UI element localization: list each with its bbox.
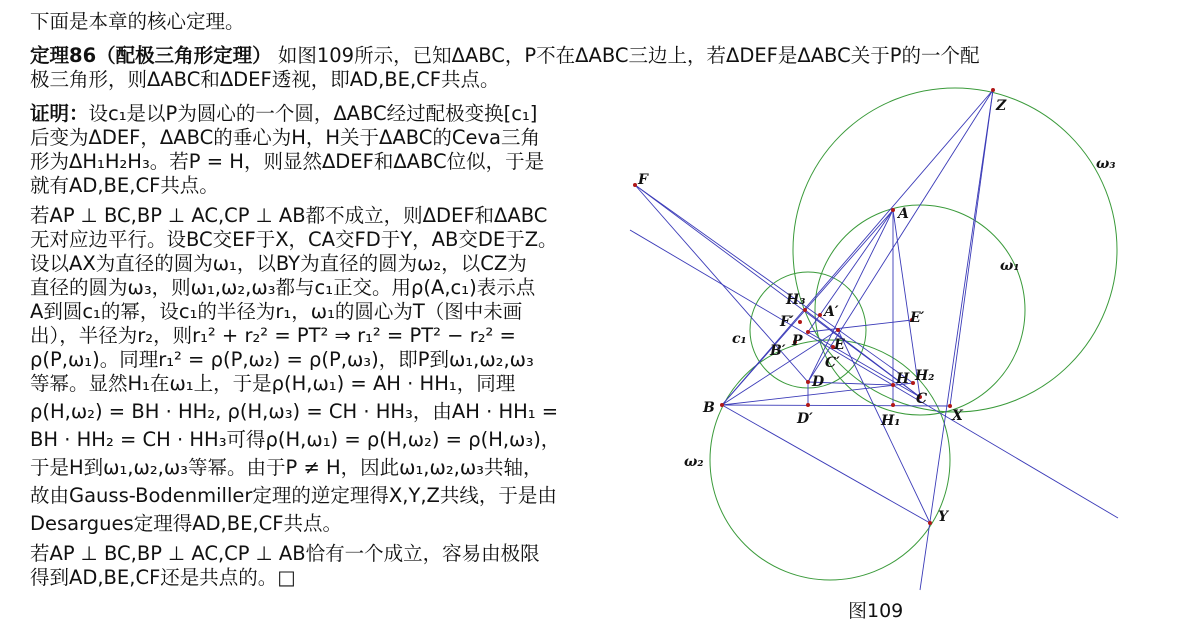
label-h3: H₃ (786, 292, 806, 308)
labels (637, 98, 1115, 525)
label-b1: B′ (770, 343, 786, 359)
proof-line-7: 直径的圆为ω₃，则ω₁,ω₂,ω₃都与c₁正交。用ρ(A,c₁)表示点 (30, 276, 536, 299)
point-h3 (803, 308, 807, 312)
label-a: A (898, 206, 909, 222)
proof-line-12: ρ(H,ω₂) = BH · HH₂, ρ(H,ω₃) = CH · HH₃，由AH · HH₁ = (30, 400, 559, 423)
proof-label: 证明： (30, 102, 89, 125)
label-circle-c1: c₁ (732, 331, 747, 347)
point-d1 (806, 403, 810, 407)
proof-line-6: 设以AX为直径的圆为ω₁，以BY为直径的圆为ω₂，以CZ为 (30, 252, 527, 275)
label-omega1: ω₁ (1000, 258, 1020, 274)
label-e: E (834, 337, 845, 353)
point-e (836, 328, 840, 332)
proof-line-10: ρ(P,ω₁)。同理r₁² = ρ(P,ω₂) = ρ(P,ω₃)，即P到ω₁,ω₂,ω₃ (30, 348, 534, 371)
point-d (806, 380, 810, 384)
theorem-text-1: 如图109所示，已知ΔABC，P不在ΔABC三边上，若ΔDEF是ΔABC关于P的一个配 (277, 44, 980, 67)
point-p (806, 330, 810, 334)
label-d: D (812, 374, 825, 390)
circle-omega2 (710, 340, 950, 580)
proof-line-5: 无对应边平行。设BC交EF于X，CA交FD于Y，AB交DE于Z。 (30, 228, 558, 251)
proof-line-15: 故由Gauss-Bodenmiller定理的逆定理得X,Y,Z共线，于是由 (30, 484, 557, 507)
proof-line-9: 出），半径为r₂，则r₁² + r₂² = PT² ⇒ r₁² = PT² − r₂² = (30, 324, 516, 347)
point-f1 (798, 320, 802, 324)
proof-line-3: 就有AD,BE,CF共点。 (30, 174, 219, 197)
point-h (891, 383, 895, 387)
label-omega3: ω₃ (1096, 156, 1116, 172)
line-zb (722, 90, 993, 405)
label-p: P (792, 333, 803, 349)
label-omega2: ω₂ (684, 454, 704, 470)
intro-text: 下面是本章的核心定理。 (30, 10, 245, 33)
circle-omega3 (793, 88, 1117, 412)
label-y: Y (938, 509, 948, 525)
line-pe1 (808, 320, 912, 332)
label-f: F (638, 172, 648, 188)
proof-line-14: 于是H到ω₁,ω₂,ω₃等幂。由于P ≠ H，因此ω₁,ω₂,ω₃共轴， (30, 456, 543, 479)
label-c1: C′ (825, 355, 840, 371)
label-h: H (896, 371, 910, 387)
proof-line-4: 若AP ⊥ BC,BP ⊥ AC,CP ⊥ AB都不成立，则ΔDEF和ΔABC (30, 204, 548, 227)
point-h1 (891, 403, 895, 407)
proof-line-1: 后变为ΔDEF，ΔABC的垂心为H，H关于ΔABC的Ceva三角 (30, 126, 540, 149)
proof-line-2: 形为ΔH₁H₂H₃。若P = H，则显然ΔDEF和ΔABC位似，于是 (30, 150, 545, 173)
point-b (720, 403, 724, 407)
circles (710, 88, 1117, 580)
proof-line-18: 得到AD,BE,CF还是共点的。□ (30, 566, 296, 589)
label-b: B (703, 400, 715, 416)
label-z: Z (996, 98, 1007, 114)
proof-text-0: 设c₁是以P为圆心的一个圆，ΔABC经过配极变换[c₁] (88, 102, 538, 125)
theorem-label: 定理86（配极三角形定理） (30, 44, 272, 67)
point-a (891, 208, 895, 212)
label-f1: F′ (780, 314, 794, 330)
lines (630, 90, 1118, 590)
proof-line-11: 等幂。显然H₁在ω₁上，于是ρ(H,ω₁) = AH · HH₁，同理 (30, 372, 516, 395)
label-h1: H₁ (881, 413, 901, 429)
point-y (928, 521, 932, 525)
figure-caption: 图109 (848, 600, 904, 622)
proof-line-16: Desargues定理得AD,BE,CF共点。 (30, 512, 342, 535)
proof-line-0 (30, 102, 537, 126)
theorem-line-1 (30, 44, 979, 68)
label-d1: D′ (797, 411, 813, 427)
proof-line-13: BH · HH₂ = CH · HH₃可得ρ(H,ω₁) = ρ(H,ω₂) = ρ(H,ω₃)， (30, 428, 561, 451)
label-a1: A′ (824, 304, 839, 320)
proof-line-8: A到圆c₁的幂，设c₁的半径为r₁，ω₁的圆心为T（图中未画 (30, 300, 523, 323)
point-a1 (818, 313, 822, 317)
point-z (991, 88, 995, 92)
line-zy (920, 90, 993, 590)
point-f (633, 183, 637, 187)
label-e1: E′ (910, 310, 925, 326)
line-e-long (630, 230, 1118, 518)
label-h2: H₂ (915, 368, 935, 384)
figure-109 (620, 80, 1130, 622)
proof-line-17: 若AP ⊥ BC,BP ⊥ AC,CP ⊥ AB恰有一个成立，容易由极限 (30, 542, 540, 565)
label-c: C (916, 391, 928, 407)
theorem-line-2: 极三角形，则ΔABC和ΔDEF透视，即AD,BE,CF共点。 (30, 68, 500, 91)
line-zx (950, 90, 993, 406)
label-x: X (952, 408, 963, 424)
